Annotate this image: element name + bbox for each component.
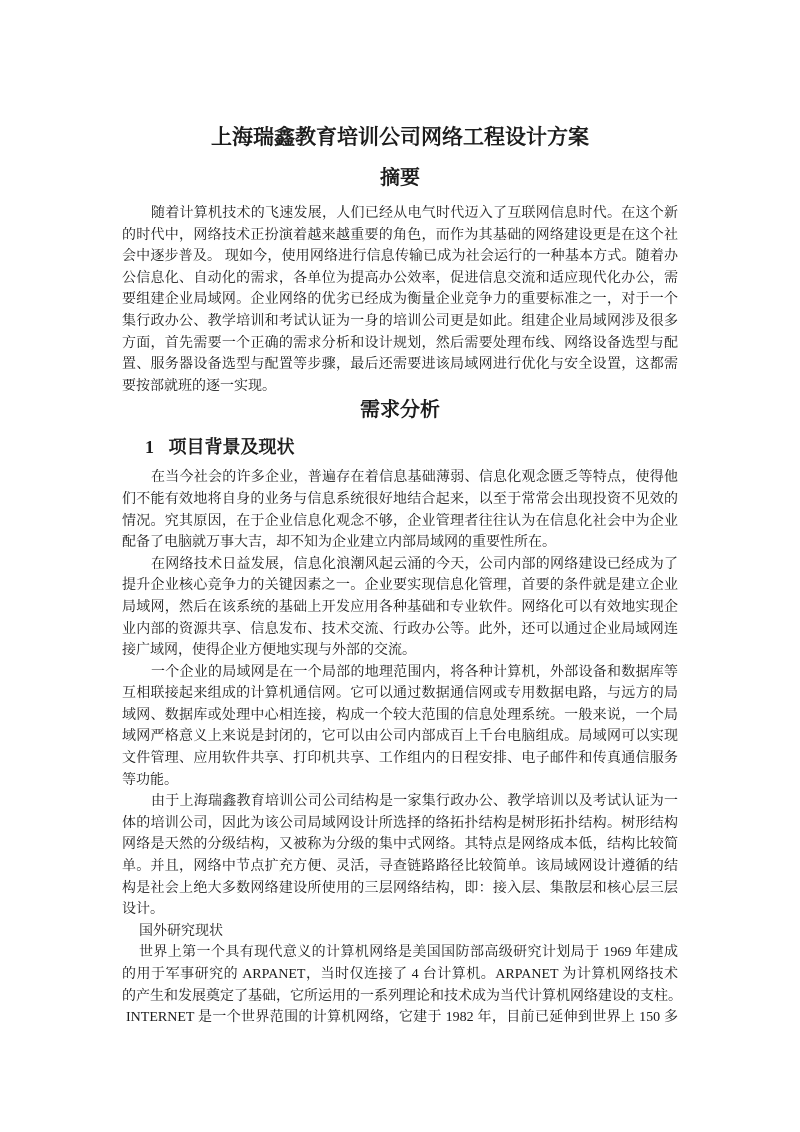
numbered-heading: 1 项目背景及现状 [145,437,295,458]
paragraph [122,791,678,921]
paragraph [122,1007,678,1029]
paragraph [122,467,678,553]
document-blocks [122,165,682,1029]
text-line: 提升企业核心竞争力的关键因素之一。企业要实现信息化管理，首要的条件就是建立企业 [122,578,678,594]
text-line: 们不能有效地将自身的业务与信息系统很好地结合起来，以至于常常会出现投资不见效的 [122,491,678,507]
text-line: 文件管理、应用软件共享、打印机共享、工作组内的日程安排、电子邮件和传真通信服务 [122,751,678,767]
text-line: 设计。 [122,902,164,918]
text-line: 域网严格意义上来说是封闭的，它可以由公司内部成百上千台电脑组成。局域网可以实现 [122,729,678,745]
paragraph [122,554,678,662]
text-line: 随着计算机技术的飞速发展，人们已经从电气时代迈入了互联网信息时代。在这个新 [151,206,678,221]
text-line: 的时代中，网络技术正扮演着越来越重要的角色，而作为其基础的网络建设更是在这个社 [122,227,678,243]
text-line: 会中逐步普及。 现如今，使用网络进行信息传输已成为社会运行的一种基本方式。随着办 [122,249,678,265]
text-line: 局域网，然后在该系统的基础上开发应用各种基础和专业软件。网络化可以有效地实现企 [122,599,678,615]
text-line: 在网络技术日益发展，信息化浪潮风起云涌的今天，公司内部的网络建设已经成为了 [151,556,678,572]
text-line: 世界上第一个具有现代意义的计算机网络是美国国防部高级研究计划局于 1969 年建成 [139,945,678,961]
text-line: 网络是天然的分级结构，又被称为分级的集中式网络。其特点是网络成本低，结构比较简 [122,837,678,853]
text-line: 接广域网，使得企业方便地实现与外部的交流。 [122,643,416,659]
text-line: 要组建企业局域网。企业网络的优劣已经成为衡量企业竞争力的重要标准之一，对于一个 [122,292,678,308]
section-heading: 摘要 [380,167,420,189]
text-line: 业内部的资源共享、信息发布、技术交流、行政办公等。此外，还可以通过企业局域网连 [122,621,678,637]
text-line: 单。并且，网络中节点扩充方便、灵活，寻查链路路径比较简单。该局域网设计遵循的结 [122,859,678,875]
document-title: 上海瑞鑫教育培训公司网络工程设计方案 [211,125,589,149]
text-line: 情况。究其原因，在于企业信息化观念不够，企业管理者往往认为在信息化社会中为企业 [122,513,678,529]
text-line: 一个企业的局域网是在一个局部的地理范围内，将各种计算机，外部设备和数据库等 [151,664,678,680]
paragraph [122,942,682,1007]
text-line: 体的培训公司，因此为该公司局域网设计所选择的络拓扑结构是树形拓扑结构。树形结构 [122,815,678,831]
paragraph [122,203,678,397]
text-line: 要按部就班的逐一实现。 [122,378,276,394]
text-line: INTERNET 是一个世界范围的计算机网络，它建于 1982 年，目前已延伸到世界上 150 多 [126,1010,678,1026]
text-line: 公信息化、自动化的需求，各单位为提高办公效率，促进信息交流和适应现代化办公，需 [122,270,678,286]
text-line: 互相联接起来组成的计算机通信网。它可以通过数据通信网或专用数据电路，与远方的局 [122,686,678,702]
text-line: 由于上海瑞鑫教育培训公司公司结构是一家集行政办公、教学培训以及考试认证为一 [151,794,678,810]
text-line: 方面，首先需要一个正确的需求分析和设计规划，然后需要处理布线、网络设备选型与配 [122,335,678,351]
paragraph [122,662,678,792]
text-line: 配备了电脑就万事大吉，却不知为企业建立内部局域网的重要性所在。 [122,535,556,551]
text-line: 域网、数据库或处理中心相连接，构成一个较大范围的信息处理系统。一般来说，一个局 [122,707,678,723]
text-line: 置、服务器设备选型与配置等步骤，最后还需要进该局域网进行优化与安全设置，这都需 [122,357,678,373]
text-line: 集行政办公、教学培训和考试认证为一身的培训公司更是如此。组建企业局域网涉及很多 [122,313,678,329]
text-line: 在当今社会的许多企业，普遍存在着信息基础薄弱、信息化观念匮乏等特点，使得他 [151,470,678,486]
text-line: 国外研究现状 [139,923,223,939]
paragraph [122,921,678,943]
text-line: 构是社会上绝大多数网络建设所使用的三层网络结构，即：接入层、集散层和核心层三层 [122,880,678,896]
text-line: 的用于军事研究的 ARPANET，当时仅连接了 4 台计算机。ARPANET 为计算机网络技术 [122,967,678,982]
section-heading: 需求分析 [360,399,440,422]
text-line: 的产生和发展奠定了基础，它所运用的一系列理论和技术成为当代计算机网络建设的支柱。 [122,988,682,1004]
text-line: 等功能。 [122,772,178,788]
